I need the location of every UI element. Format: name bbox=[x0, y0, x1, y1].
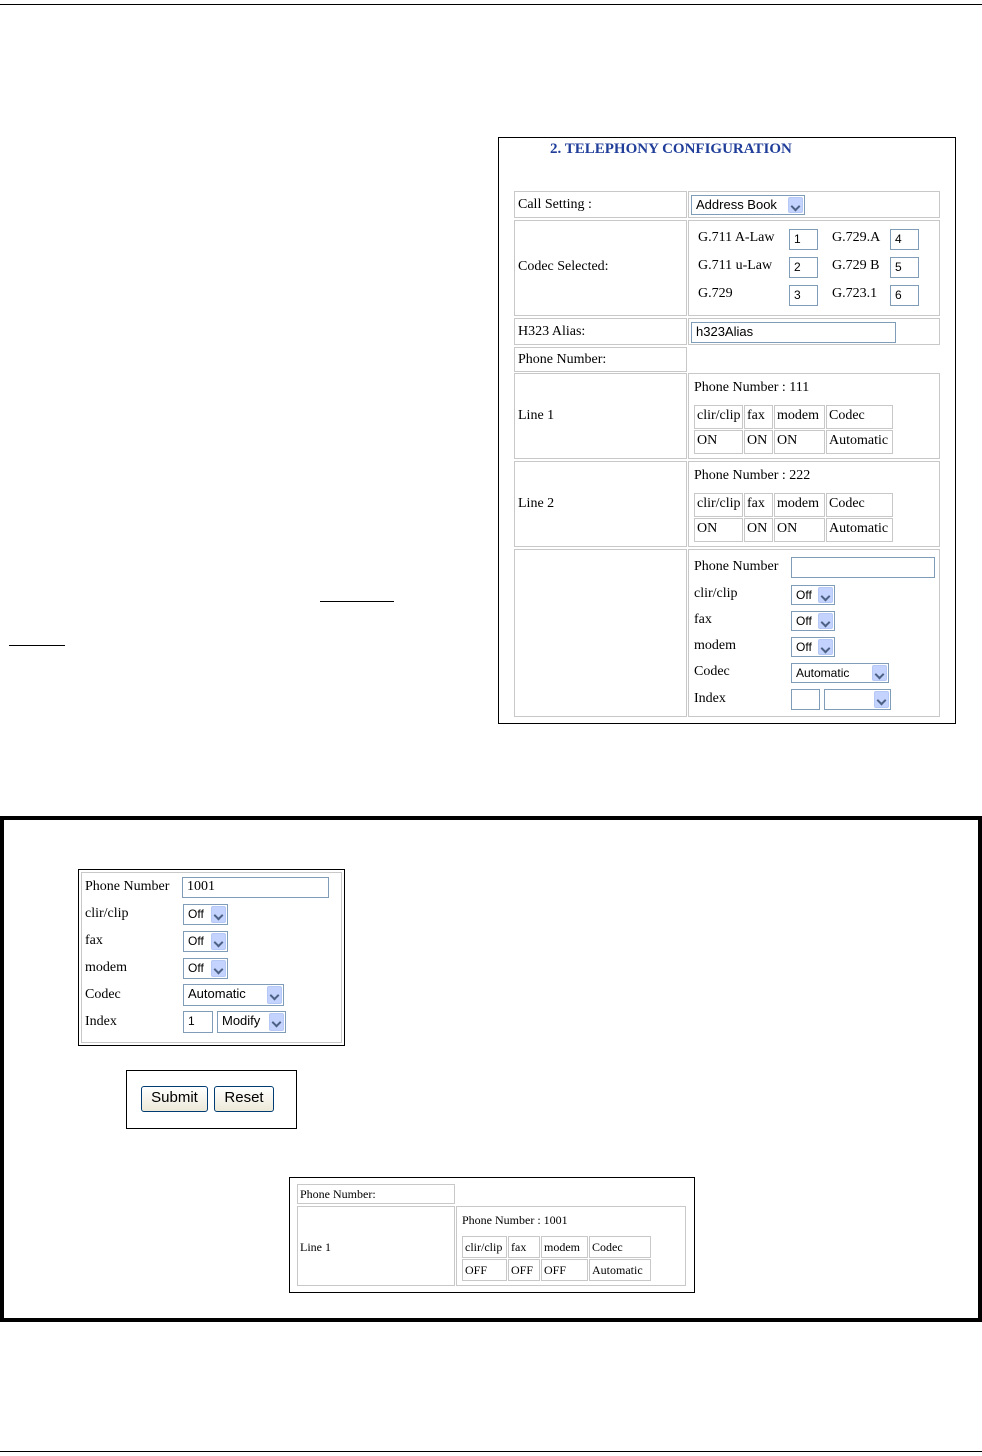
line1-label-cell bbox=[514, 373, 687, 459]
bottom-rule bbox=[0, 1451, 982, 1452]
header-cell: Codec bbox=[826, 493, 893, 517]
value-cell: ON bbox=[744, 430, 773, 454]
header-cell: clir/clip bbox=[694, 493, 743, 517]
form-label: Phone Number bbox=[85, 879, 170, 894]
codec-value: Automatic bbox=[796, 666, 850, 680]
phone-number-label: Phone Number: bbox=[300, 1187, 376, 1201]
form-label: clir/clip bbox=[694, 586, 738, 601]
form-empty-cell bbox=[514, 549, 687, 717]
h323-label: H323 Alias: bbox=[518, 324, 586, 339]
header-cell: clir/clip bbox=[462, 1236, 507, 1258]
chevron-down-icon bbox=[788, 197, 803, 213]
call-setting-value-cell bbox=[688, 191, 940, 218]
index-action-value: Modify bbox=[222, 1013, 261, 1028]
h323-alias-input[interactable]: h323Alias bbox=[691, 322, 896, 343]
chevron-down-icon bbox=[818, 613, 833, 629]
value-cell: OFF bbox=[508, 1259, 540, 1281]
codec-select[interactable] bbox=[791, 663, 889, 683]
form-label: clir/clip bbox=[85, 906, 129, 921]
line1-detail-cell bbox=[688, 373, 940, 459]
chevron-down-icon bbox=[211, 933, 226, 950]
chevron-down-icon bbox=[211, 960, 226, 977]
form-label: Codec bbox=[694, 664, 730, 679]
chevron-down-icon bbox=[818, 639, 833, 655]
codec-name: G.711 u-Law bbox=[698, 258, 773, 273]
chevron-down-icon bbox=[267, 986, 282, 1004]
value-cell: OFF bbox=[462, 1259, 507, 1281]
line2-label-cell bbox=[514, 461, 687, 547]
result-table bbox=[289, 1177, 695, 1293]
h323-label-cell bbox=[514, 318, 687, 345]
form-label: modem bbox=[694, 638, 736, 653]
telephony-config-panel bbox=[498, 137, 956, 724]
header-cell: modem bbox=[774, 493, 825, 517]
index-action-select[interactable] bbox=[824, 689, 891, 710]
form-label: modem bbox=[85, 960, 127, 975]
underline-mark bbox=[320, 601, 394, 602]
value-cell: ON bbox=[694, 430, 743, 454]
codec-priority-input[interactable]: 5 bbox=[890, 257, 919, 278]
codec-name: G.729 B bbox=[832, 258, 880, 273]
form-label: Phone Number bbox=[694, 559, 779, 574]
fax-select[interactable] bbox=[791, 611, 835, 631]
fax-value: Off bbox=[188, 934, 204, 948]
header-cell: fax bbox=[744, 493, 773, 517]
phone-number-input[interactable]: 1001 bbox=[182, 877, 329, 898]
form-label: Index bbox=[694, 691, 726, 706]
panel-title: 2. TELEPHONY CONFIGURATION bbox=[550, 141, 792, 157]
chevron-down-icon bbox=[818, 587, 833, 603]
header-cell: clir/clip bbox=[694, 405, 743, 429]
line-phone-number: Phone Number : 1001 bbox=[462, 1213, 568, 1227]
header-cell: modem bbox=[774, 405, 825, 429]
chevron-down-icon bbox=[211, 906, 226, 923]
codec-priority-input[interactable]: 3 bbox=[789, 285, 818, 306]
chevron-down-icon bbox=[872, 665, 887, 681]
call-setting-label: Call Setting : bbox=[518, 197, 592, 212]
clir-clip-value: Off bbox=[188, 907, 204, 921]
call-setting-value: Address Book bbox=[696, 197, 777, 212]
header-cell: fax bbox=[508, 1236, 540, 1258]
modem-value: Off bbox=[796, 640, 812, 654]
line2-detail-cell bbox=[688, 461, 940, 547]
codec-select[interactable] bbox=[183, 984, 284, 1006]
h323-value-cell bbox=[688, 318, 940, 345]
line-edit-form bbox=[688, 549, 940, 717]
form-label: fax bbox=[85, 933, 103, 948]
line-label: Line 1 bbox=[300, 1240, 331, 1254]
call-setting-label-cell bbox=[514, 191, 687, 218]
codec-name: G.723.1 bbox=[832, 286, 878, 301]
call-setting-select[interactable] bbox=[691, 195, 805, 215]
line-label: Line 1 bbox=[518, 408, 555, 423]
header-cell: Codec bbox=[826, 405, 893, 429]
codec-name: G.729.A bbox=[832, 230, 881, 245]
fax-select[interactable] bbox=[183, 931, 228, 952]
codec-priority-input[interactable]: 6 bbox=[890, 285, 919, 306]
modem-select[interactable] bbox=[791, 637, 835, 657]
value-cell: ON bbox=[694, 518, 743, 542]
form-label: fax bbox=[694, 612, 712, 627]
form-label: Codec bbox=[85, 987, 121, 1002]
value-cell: Automatic bbox=[826, 518, 893, 542]
value-cell: ON bbox=[774, 518, 825, 542]
header-cell: modem bbox=[541, 1236, 588, 1258]
line-label: Line 2 bbox=[518, 496, 555, 511]
clir-clip-select[interactable] bbox=[791, 585, 835, 605]
index-input[interactable]: 1 bbox=[183, 1011, 213, 1033]
line-label-cell bbox=[297, 1206, 455, 1286]
phone-number-label-cell bbox=[514, 347, 687, 372]
form-label: Index bbox=[85, 1014, 117, 1029]
fax-value: Off bbox=[796, 614, 812, 628]
modem-value: Off bbox=[188, 961, 204, 975]
clir-clip-select[interactable] bbox=[183, 904, 228, 925]
codec-priority-input[interactable]: 2 bbox=[789, 257, 818, 278]
codec-label: Codec Selected: bbox=[518, 259, 609, 274]
header-cell: fax bbox=[744, 405, 773, 429]
codec-values-cell bbox=[688, 220, 940, 316]
codec-priority-input[interactable]: 4 bbox=[890, 229, 919, 250]
codec-name: G.729 bbox=[698, 286, 733, 301]
line-edit-form-filled bbox=[78, 869, 345, 1046]
value-cell: ON bbox=[744, 518, 773, 542]
line-detail-cell bbox=[456, 1206, 686, 1286]
chevron-down-icon bbox=[874, 691, 889, 708]
value-cell: Automatic bbox=[589, 1259, 651, 1281]
value-cell: Automatic bbox=[826, 430, 893, 454]
index-input[interactable] bbox=[791, 689, 820, 710]
modem-select[interactable] bbox=[183, 958, 228, 979]
phone-number-input[interactable] bbox=[791, 557, 935, 578]
chevron-down-icon bbox=[269, 1013, 284, 1031]
submit-button[interactable]: Submit bbox=[141, 1086, 208, 1112]
line-phone-number: Phone Number : 222 bbox=[694, 468, 811, 483]
reset-button[interactable]: Reset bbox=[214, 1086, 274, 1112]
value-cell: OFF bbox=[541, 1259, 588, 1281]
phone-number-label: Phone Number: bbox=[518, 352, 607, 367]
value-cell: ON bbox=[774, 430, 825, 454]
header-cell: Codec bbox=[589, 1236, 651, 1258]
codec-priority-input[interactable]: 1 bbox=[789, 229, 818, 250]
codec-label-cell bbox=[514, 220, 687, 316]
phone-number-label-cell bbox=[297, 1184, 455, 1204]
underline-mark bbox=[9, 645, 65, 646]
index-action-select[interactable] bbox=[217, 1011, 286, 1033]
line-phone-number: Phone Number : 111 bbox=[694, 380, 810, 395]
codec-value: Automatic bbox=[188, 986, 246, 1001]
codec-name: G.711 A-Law bbox=[698, 230, 775, 245]
clir-clip-value: Off bbox=[796, 588, 812, 602]
button-frame bbox=[126, 1070, 297, 1129]
top-rule bbox=[0, 4, 982, 5]
